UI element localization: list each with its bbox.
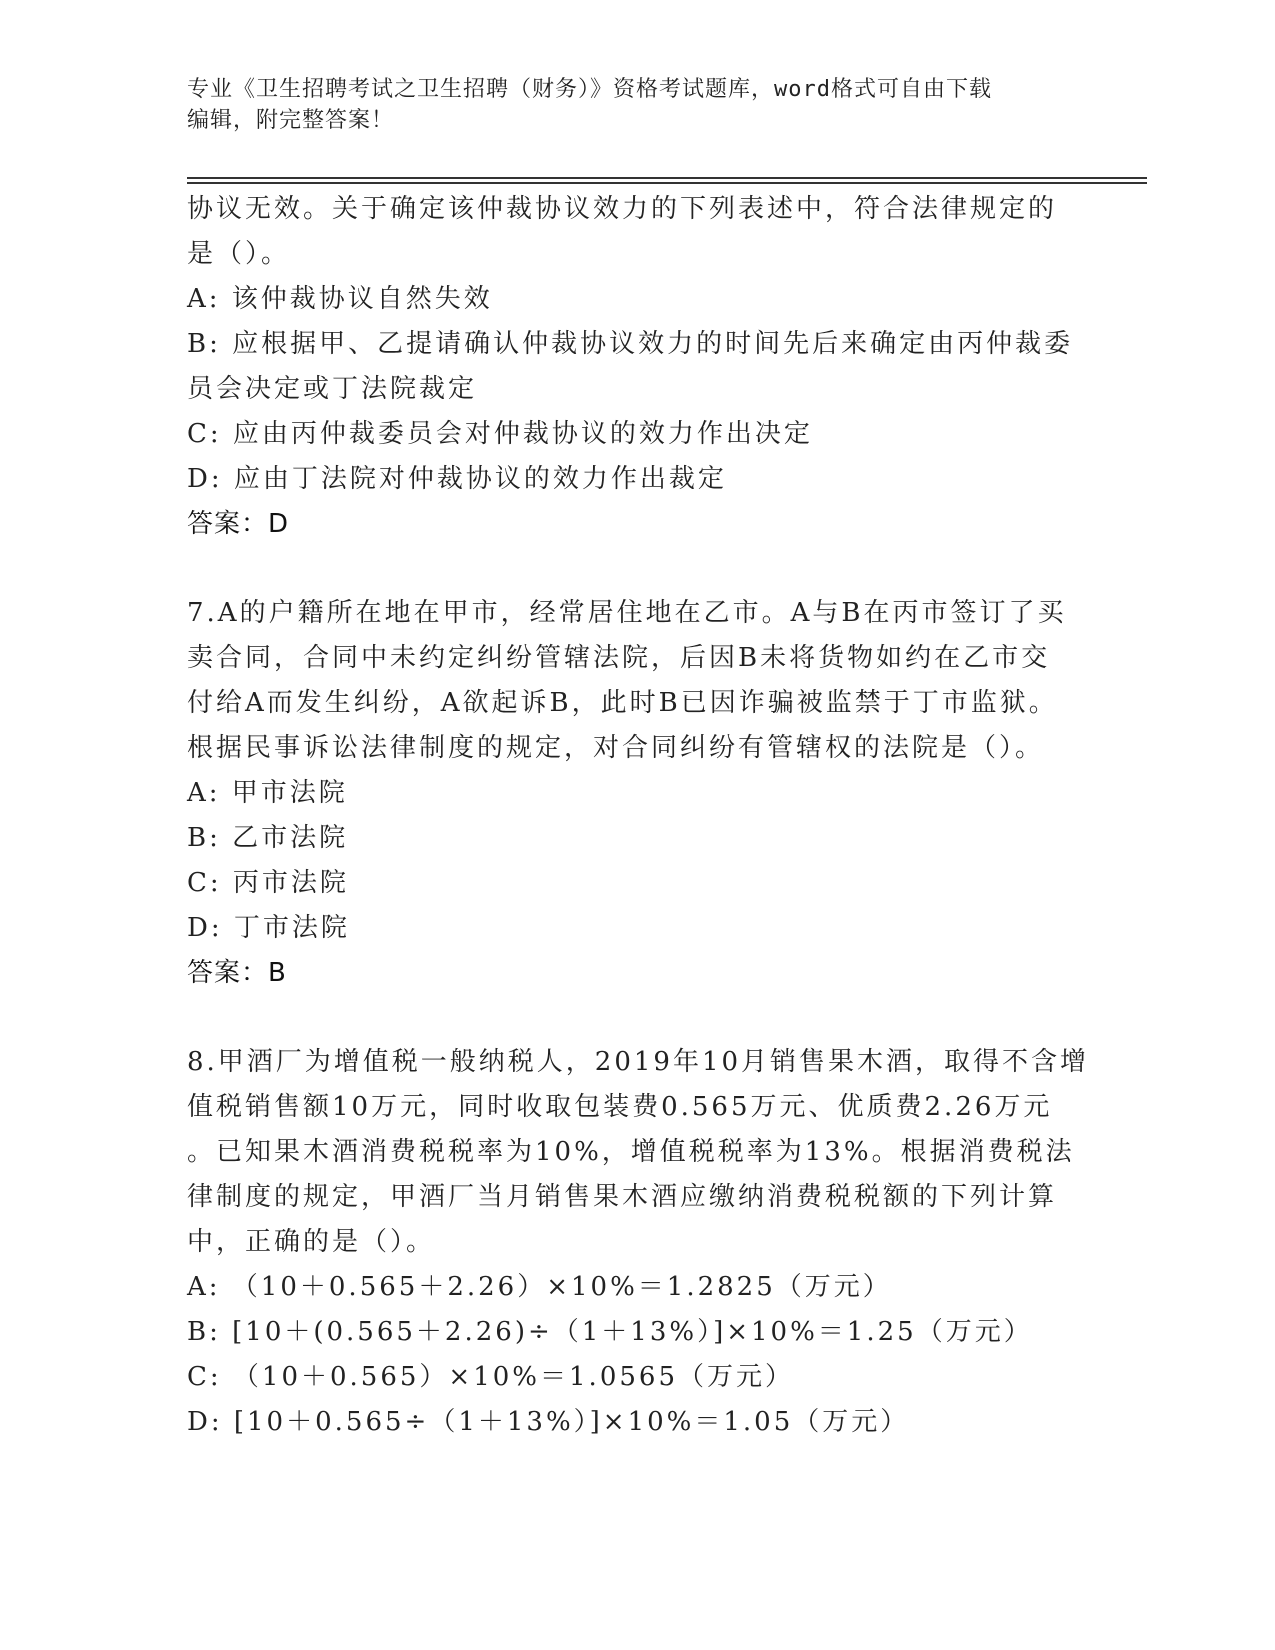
spacer [187, 996, 1087, 1040]
question-stem-line: 根据民事诉讼法律制度的规定，对合同纠纷有管辖权的法院是（）。 [187, 733, 1045, 763]
question-stem-line: 7.A的户籍所在地在甲市，经常居住地在乙市。A与B在丙市签订了买 [187, 598, 1067, 628]
document-body [187, 187, 1090, 1445]
header-line-1: 专业《卫生招聘考试之卫生招聘（财务）》资格考试题库，word格式可自由下载 [187, 77, 992, 102]
option-c: C: 应由丙仲裁委员会对仲裁协议的效力作出决定 [187, 419, 813, 449]
spacer [187, 547, 1087, 591]
question-stem-line: 。已知果木酒消费税税率为10%，增值税税率为13%。根据消费税法 [187, 1137, 1075, 1167]
header-rule-bottom [187, 182, 1147, 184]
option-a: A: 该仲裁协议自然失效 [187, 284, 493, 314]
question-6 [187, 187, 1087, 547]
page-header [187, 74, 1087, 136]
answer: 答案：B [187, 958, 287, 988]
option-b-continued: 员会决定或丁法院裁定 [187, 374, 478, 404]
option-b: B: 应根据甲、乙提请确认仲裁协议效力的时间先后来确定由丙仲裁委 [187, 329, 1074, 359]
option-b: B: [10＋(0.565＋2.26)÷（1＋13%）]×10%＝1.25（万元） [187, 1317, 1033, 1347]
header-rule-top [187, 177, 1147, 179]
question-7 [187, 591, 1087, 996]
question-stem-line: 8.甲酒厂为增值税一般纳税人，2019年10月销售果木酒，取得不含增 [187, 1047, 1090, 1077]
question-stem-line: 卖合同，合同中未约定纠纷管辖法院，后因B未将货物如约在乙市交 [187, 643, 1051, 673]
question-stem-line: 中，正确的是（）。 [187, 1227, 436, 1257]
question-stem-line: 值税销售额10万元，同时收取包装费0.565万元、优质费2.26万元 [187, 1092, 1053, 1122]
question-stem-line: 付给A而发生纠纷，A欲起诉B，此时B已因诈骗被监禁于丁市监狱。 [187, 688, 1058, 718]
option-c: C: （10＋0.565）×10%＝1.0565（万元） [187, 1362, 794, 1392]
question-stem-line: 律制度的规定，甲酒厂当月销售果木酒应缴纳消费税税额的下列计算 [187, 1182, 1058, 1212]
option-a: A: （10＋0.565＋2.26）×10%＝1.2825（万元） [187, 1272, 892, 1302]
option-d: D: 应由丁法院对仲裁协议的效力作出裁定 [187, 464, 727, 494]
option-d: D: 丁市法院 [187, 913, 350, 943]
question-stem-line: 协议无效。关于确定该仲裁协议效力的下列表述中，符合法律规定的 [187, 194, 1058, 224]
question-stem-line: 是（）。 [187, 239, 291, 269]
answer: 答案：D [187, 509, 290, 539]
header-line-2: 编辑，附完整答案！ [187, 108, 395, 133]
option-a: A: 甲市法院 [187, 778, 348, 808]
question-8 [187, 1040, 1090, 1445]
option-b: B: 乙市法院 [187, 823, 349, 853]
option-d: D: [10＋0.565÷（1＋13%）]×10%＝1.05（万元） [187, 1407, 910, 1437]
option-c: C: 丙市法院 [187, 868, 349, 898]
